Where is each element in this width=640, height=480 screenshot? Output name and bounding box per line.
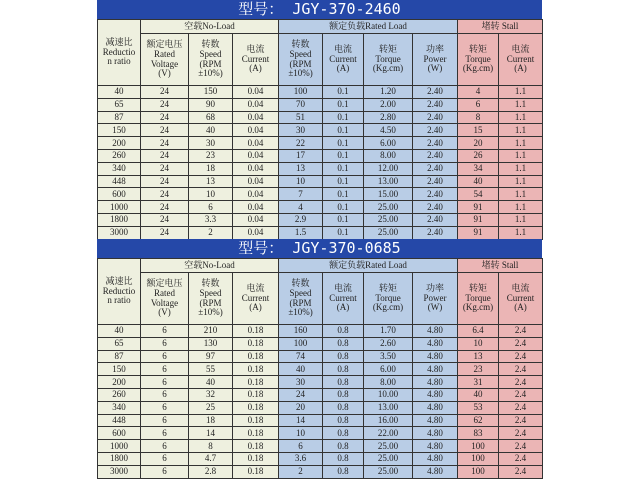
cell-stall-current: 1.1 (499, 226, 543, 239)
cell-no-load-current: 0.04 (233, 188, 279, 201)
cell-rated-current: 0.8 (323, 440, 364, 453)
cell-no-load-current: 0.18 (233, 414, 279, 427)
header-no-load-current: 电流 Current (A) (233, 34, 279, 86)
cell-reduction-ratio: 1800 (98, 452, 141, 465)
cell-rated-torque: 1.20 (364, 86, 413, 99)
cell-stall-torque: 40 (458, 388, 499, 401)
cell-reduction-ratio: 150 (98, 363, 141, 376)
cell-stall-torque: 62 (458, 414, 499, 427)
cell-no-load-current: 0.18 (233, 325, 279, 338)
cell-stall-current: 1.1 (499, 162, 543, 175)
cell-rated-voltage: 24 (141, 124, 189, 137)
cell-rated-voltage: 24 (141, 188, 189, 201)
cell-reduction-ratio: 600 (98, 188, 141, 201)
cell-rated-torque: 8.00 (364, 376, 413, 389)
cell-no-load-speed: 14 (189, 427, 233, 440)
header-rated-power: 功率 Power (W) (413, 34, 458, 86)
cell-rated-voltage: 24 (141, 111, 189, 124)
cell-no-load-current: 0.18 (233, 427, 279, 440)
cell-no-load-current: 0.18 (233, 363, 279, 376)
cell-rated-current: 0.1 (323, 226, 364, 239)
table-row (98, 465, 543, 478)
cell-rated-speed: 13 (279, 162, 323, 175)
cell-rated-power: 2.40 (413, 162, 458, 175)
cell-stall-torque: 34 (458, 162, 499, 175)
cell-rated-power: 2.40 (413, 111, 458, 124)
cell-stall-current: 2.4 (499, 452, 543, 465)
cell-no-load-speed: 18 (189, 414, 233, 427)
cell-rated-current: 0.1 (323, 175, 364, 188)
cell-reduction-ratio: 65 (98, 337, 141, 350)
cell-rated-voltage: 24 (141, 175, 189, 188)
cell-stall-current: 2.4 (499, 414, 543, 427)
cell-no-load-current: 0.04 (233, 124, 279, 137)
cell-rated-power: 4.80 (413, 414, 458, 427)
cell-no-load-current: 0.04 (233, 162, 279, 175)
cell-rated-speed: 4 (279, 201, 323, 214)
cell-no-load-current: 0.18 (233, 452, 279, 465)
header-no-load-current: 电流 Current (A) (233, 273, 279, 325)
table-row (98, 401, 543, 414)
cell-stall-torque: 40 (458, 175, 499, 188)
cell-stall-current: 1.1 (499, 137, 543, 150)
table-row (98, 111, 543, 124)
cell-reduction-ratio: 87 (98, 111, 141, 124)
cell-stall-torque: 4 (458, 86, 499, 99)
cell-rated-current: 0.8 (323, 427, 364, 440)
cell-no-load-current: 0.18 (233, 376, 279, 389)
cell-rated-voltage: 6 (141, 388, 189, 401)
cell-rated-speed: 1.5 (279, 226, 323, 239)
cell-no-load-current: 0.04 (233, 175, 279, 188)
cell-rated-speed: 74 (279, 350, 323, 363)
header-rated-power: 功率 Power (W) (413, 273, 458, 325)
cell-stall-current: 1.1 (499, 86, 543, 99)
cell-rated-current: 0.8 (323, 363, 364, 376)
cell-stall-torque: 26 (458, 149, 499, 162)
cell-rated-power: 4.80 (413, 427, 458, 440)
cell-reduction-ratio: 448 (98, 414, 141, 427)
cell-rated-current: 0.1 (323, 111, 364, 124)
cell-rated-speed: 51 (279, 111, 323, 124)
cell-stall-torque: 53 (458, 401, 499, 414)
cell-rated-power: 4.80 (413, 440, 458, 453)
header-rated-voltage: 额定电压 Rated Voltage (V) (141, 273, 189, 325)
cell-rated-power: 2.40 (413, 188, 458, 201)
cell-no-load-current: 0.18 (233, 440, 279, 453)
table-row (98, 226, 543, 239)
cell-stall-current: 2.4 (499, 427, 543, 440)
cell-no-load-speed: 55 (189, 363, 233, 376)
cell-rated-speed: 24 (279, 388, 323, 401)
cell-reduction-ratio: 1000 (98, 201, 141, 214)
table-row (98, 452, 543, 465)
cell-no-load-speed: 40 (189, 124, 233, 137)
cell-no-load-speed: 2 (189, 226, 233, 239)
cell-stall-torque: 54 (458, 188, 499, 201)
header-stall-torque: 转矩 Torque (Kg.cm) (458, 273, 499, 325)
cell-no-load-speed: 25 (189, 401, 233, 414)
cell-stall-torque: 91 (458, 213, 499, 226)
cell-rated-speed: 70 (279, 98, 323, 111)
cell-rated-speed: 160 (279, 325, 323, 338)
cell-stall-torque: 31 (458, 376, 499, 389)
cell-rated-torque: 12.00 (364, 162, 413, 175)
cell-rated-voltage: 6 (141, 452, 189, 465)
cell-stall-current: 1.1 (499, 98, 543, 111)
cell-stall-current: 1.1 (499, 188, 543, 201)
cell-stall-current: 1.1 (499, 175, 543, 188)
table-row (98, 337, 543, 350)
cell-rated-power: 4.80 (413, 401, 458, 414)
header-rated-torque: 转矩 Torque (Kg.cm) (364, 273, 413, 325)
cell-rated-torque: 16.00 (364, 414, 413, 427)
cell-rated-power: 2.40 (413, 86, 458, 99)
table-row (98, 414, 543, 427)
cell-rated-torque: 6.00 (364, 137, 413, 150)
cell-reduction-ratio: 150 (98, 124, 141, 137)
table-row (98, 124, 543, 137)
cell-rated-current: 0.8 (323, 452, 364, 465)
table-row (98, 137, 543, 150)
cell-rated-speed: 2.9 (279, 213, 323, 226)
model-title: 型号： JGY-370-0685 (97, 239, 542, 258)
spec-table-1 (97, 0, 542, 240)
cell-stall-torque: 15 (458, 124, 499, 137)
cell-no-load-speed: 10 (189, 188, 233, 201)
table-row (98, 376, 543, 389)
cell-no-load-speed: 68 (189, 111, 233, 124)
cell-no-load-current: 0.04 (233, 137, 279, 150)
header-stall-torque: 转矩 Torque (Kg.cm) (458, 34, 499, 86)
cell-no-load-speed: 210 (189, 325, 233, 338)
group-rated-load: 额定负载Rated Load (279, 20, 458, 34)
cell-rated-voltage: 24 (141, 137, 189, 150)
table-row (98, 175, 543, 188)
cell-rated-power: 2.40 (413, 98, 458, 111)
header-stall-current: 电流 Current (A) (499, 273, 543, 325)
cell-rated-current: 0.8 (323, 376, 364, 389)
cell-stall-current: 2.4 (499, 401, 543, 414)
spec-table-2 (97, 239, 542, 479)
table-row (98, 440, 543, 453)
cell-no-load-current: 0.04 (233, 86, 279, 99)
cell-rated-current: 0.8 (323, 325, 364, 338)
cell-no-load-current: 0.04 (233, 226, 279, 239)
header-rated-torque: 转矩 Torque (Kg.cm) (364, 34, 413, 86)
cell-rated-power: 4.80 (413, 363, 458, 376)
cell-no-load-speed: 3.3 (189, 213, 233, 226)
header-no-load-speed: 转数 Speed (RPM ±10%) (189, 273, 233, 325)
table-row (98, 86, 543, 99)
cell-no-load-speed: 8 (189, 440, 233, 453)
cell-reduction-ratio: 40 (98, 325, 141, 338)
cell-rated-speed: 100 (279, 86, 323, 99)
cell-stall-torque: 83 (458, 427, 499, 440)
cell-rated-torque: 1.70 (364, 325, 413, 338)
cell-rated-power: 4.80 (413, 325, 458, 338)
cell-rated-speed: 30 (279, 124, 323, 137)
cell-no-load-speed: 23 (189, 149, 233, 162)
cell-rated-current: 0.1 (323, 188, 364, 201)
cell-rated-voltage: 24 (141, 201, 189, 214)
header-no-load-speed: 转数 Speed (RPM ±10%) (189, 34, 233, 86)
cell-rated-torque: 2.00 (364, 98, 413, 111)
cell-rated-torque: 13.00 (364, 401, 413, 414)
cell-stall-torque: 91 (458, 201, 499, 214)
cell-rated-speed: 10 (279, 175, 323, 188)
table-row (98, 201, 543, 214)
header-rated-current: 电流 Current (A) (323, 34, 364, 86)
model-title: 型号： JGY-370-2460 (97, 0, 542, 19)
cell-reduction-ratio: 1800 (98, 213, 141, 226)
group-no-load: 空载No-Load (141, 20, 279, 34)
cell-rated-voltage: 24 (141, 98, 189, 111)
cell-rated-power: 2.40 (413, 149, 458, 162)
header-rated-voltage: 额定电压 Rated Voltage (V) (141, 34, 189, 86)
cell-stall-current: 1.1 (499, 111, 543, 124)
cell-no-load-current: 0.18 (233, 465, 279, 478)
header-reduction-ratio: 减速比 Reductio n ratio (98, 259, 141, 325)
cell-stall-current: 2.4 (499, 440, 543, 453)
cell-rated-voltage: 6 (141, 401, 189, 414)
table-row (98, 213, 543, 226)
cell-no-load-speed: 4.7 (189, 452, 233, 465)
cell-reduction-ratio: 3000 (98, 465, 141, 478)
cell-no-load-speed: 150 (189, 86, 233, 99)
cell-reduction-ratio: 448 (98, 175, 141, 188)
cell-no-load-current: 0.04 (233, 98, 279, 111)
table-row (98, 350, 543, 363)
cell-rated-voltage: 24 (141, 86, 189, 99)
cell-rated-power: 2.40 (413, 213, 458, 226)
cell-rated-torque: 25.00 (364, 226, 413, 239)
cell-rated-current: 0.1 (323, 124, 364, 137)
cell-rated-voltage: 6 (141, 325, 189, 338)
cell-reduction-ratio: 600 (98, 427, 141, 440)
cell-rated-power: 4.80 (413, 337, 458, 350)
cell-rated-speed: 30 (279, 376, 323, 389)
cell-rated-current: 0.8 (323, 350, 364, 363)
cell-rated-speed: 3.6 (279, 452, 323, 465)
cell-rated-current: 0.1 (323, 86, 364, 99)
group-no-load: 空载No-Load (141, 259, 279, 273)
cell-rated-torque: 25.00 (364, 213, 413, 226)
cell-rated-speed: 6 (279, 440, 323, 453)
cell-stall-torque: 6.4 (458, 325, 499, 338)
table-row (98, 188, 543, 201)
cell-reduction-ratio: 87 (98, 350, 141, 363)
cell-rated-power: 2.40 (413, 175, 458, 188)
cell-rated-power: 2.40 (413, 226, 458, 239)
cell-rated-power: 4.80 (413, 388, 458, 401)
cell-stall-torque: 23 (458, 363, 499, 376)
cell-rated-torque: 3.50 (364, 350, 413, 363)
cell-rated-torque: 10.00 (364, 388, 413, 401)
cell-rated-voltage: 6 (141, 414, 189, 427)
cell-stall-torque: 100 (458, 465, 499, 478)
cell-rated-voltage: 6 (141, 363, 189, 376)
cell-stall-torque: 6 (458, 98, 499, 111)
cell-no-load-speed: 130 (189, 337, 233, 350)
cell-rated-voltage: 6 (141, 337, 189, 350)
cell-no-load-current: 0.04 (233, 111, 279, 124)
cell-rated-torque: 25.00 (364, 440, 413, 453)
cell-no-load-speed: 6 (189, 201, 233, 214)
table-row (98, 325, 543, 338)
group-stall: 堵转 Stall (458, 259, 543, 273)
cell-no-load-current: 0.04 (233, 149, 279, 162)
cell-reduction-ratio: 200 (98, 137, 141, 150)
header-reduction-ratio: 减速比 Reductio n ratio (98, 20, 141, 86)
header-stall-current: 电流 Current (A) (499, 34, 543, 86)
cell-rated-voltage: 6 (141, 350, 189, 363)
cell-no-load-current: 0.18 (233, 350, 279, 363)
cell-reduction-ratio: 65 (98, 98, 141, 111)
cell-rated-power: 2.40 (413, 137, 458, 150)
cell-stall-torque: 91 (458, 226, 499, 239)
cell-rated-torque: 8.00 (364, 149, 413, 162)
cell-rated-current: 0.8 (323, 414, 364, 427)
cell-no-load-speed: 18 (189, 162, 233, 175)
cell-rated-current: 0.8 (323, 388, 364, 401)
header-rated-speed: 转数 Speed (RPM ±10%) (279, 34, 323, 86)
cell-rated-current: 0.1 (323, 149, 364, 162)
cell-no-load-current: 0.18 (233, 388, 279, 401)
cell-no-load-speed: 97 (189, 350, 233, 363)
cell-rated-torque: 4.50 (364, 124, 413, 137)
cell-stall-current: 1.1 (499, 201, 543, 214)
table-row (98, 388, 543, 401)
group-stall: 堵转 Stall (458, 20, 543, 34)
cell-no-load-speed: 32 (189, 388, 233, 401)
cell-no-load-speed: 30 (189, 137, 233, 150)
cell-rated-torque: 6.00 (364, 363, 413, 376)
cell-rated-speed: 2 (279, 465, 323, 478)
table-row (98, 363, 543, 376)
cell-rated-speed: 7 (279, 188, 323, 201)
cell-stall-current: 1.1 (499, 213, 543, 226)
cell-stall-torque: 8 (458, 111, 499, 124)
cell-rated-torque: 25.00 (364, 201, 413, 214)
cell-rated-current: 0.8 (323, 337, 364, 350)
cell-rated-voltage: 24 (141, 213, 189, 226)
cell-no-load-speed: 90 (189, 98, 233, 111)
cell-rated-voltage: 24 (141, 149, 189, 162)
cell-rated-speed: 17 (279, 149, 323, 162)
cell-rated-voltage: 24 (141, 226, 189, 239)
cell-rated-voltage: 24 (141, 162, 189, 175)
cell-no-load-current: 0.18 (233, 401, 279, 414)
cell-rated-power: 4.80 (413, 350, 458, 363)
cell-rated-torque: 2.80 (364, 111, 413, 124)
table-row (98, 427, 543, 440)
cell-rated-power: 2.40 (413, 124, 458, 137)
cell-rated-power: 4.80 (413, 465, 458, 478)
cell-rated-torque: 13.00 (364, 175, 413, 188)
cell-rated-speed: 10 (279, 427, 323, 440)
cell-reduction-ratio: 1000 (98, 440, 141, 453)
cell-rated-current: 0.1 (323, 201, 364, 214)
cell-rated-torque: 22.00 (364, 427, 413, 440)
cell-reduction-ratio: 3000 (98, 226, 141, 239)
cell-reduction-ratio: 260 (98, 149, 141, 162)
cell-rated-voltage: 6 (141, 440, 189, 453)
cell-stall-current: 2.4 (499, 363, 543, 376)
header-rated-current: 电流 Current (A) (323, 273, 364, 325)
cell-rated-power: 4.80 (413, 376, 458, 389)
cell-rated-current: 0.1 (323, 137, 364, 150)
cell-stall-current: 2.4 (499, 325, 543, 338)
cell-rated-torque: 15.00 (364, 188, 413, 201)
cell-stall-torque: 100 (458, 452, 499, 465)
cell-reduction-ratio: 200 (98, 376, 141, 389)
cell-stall-current: 2.4 (499, 376, 543, 389)
cell-stall-torque: 10 (458, 337, 499, 350)
cell-no-load-speed: 2.8 (189, 465, 233, 478)
cell-rated-current: 0.1 (323, 162, 364, 175)
cell-rated-torque: 2.60 (364, 337, 413, 350)
cell-rated-power: 4.80 (413, 452, 458, 465)
cell-rated-voltage: 6 (141, 376, 189, 389)
cell-no-load-speed: 13 (189, 175, 233, 188)
cell-rated-power: 2.40 (413, 201, 458, 214)
group-rated-load: 额定负载Rated Load (279, 259, 458, 273)
cell-rated-torque: 25.00 (364, 465, 413, 478)
table-row (98, 162, 543, 175)
cell-stall-current: 2.4 (499, 465, 543, 478)
cell-reduction-ratio: 340 (98, 401, 141, 414)
cell-rated-current: 0.8 (323, 465, 364, 478)
cell-no-load-current: 0.04 (233, 213, 279, 226)
cell-reduction-ratio: 40 (98, 86, 141, 99)
cell-stall-current: 2.4 (499, 388, 543, 401)
cell-rated-voltage: 6 (141, 465, 189, 478)
table-row (98, 98, 543, 111)
cell-stall-torque: 20 (458, 137, 499, 150)
cell-stall-current: 2.4 (499, 337, 543, 350)
cell-rated-torque: 25.00 (364, 452, 413, 465)
cell-rated-current: 0.8 (323, 401, 364, 414)
cell-rated-speed: 40 (279, 363, 323, 376)
cell-no-load-current: 0.04 (233, 201, 279, 214)
cell-reduction-ratio: 260 (98, 388, 141, 401)
cell-rated-current: 0.1 (323, 98, 364, 111)
cell-rated-speed: 14 (279, 414, 323, 427)
cell-stall-current: 2.4 (499, 350, 543, 363)
cell-rated-voltage: 6 (141, 427, 189, 440)
cell-reduction-ratio: 340 (98, 162, 141, 175)
cell-no-load-speed: 40 (189, 376, 233, 389)
cell-stall-current: 1.1 (499, 124, 543, 137)
cell-rated-speed: 22 (279, 137, 323, 150)
cell-stall-current: 1.1 (499, 149, 543, 162)
cell-rated-current: 0.1 (323, 213, 364, 226)
cell-stall-torque: 100 (458, 440, 499, 453)
cell-rated-speed: 20 (279, 401, 323, 414)
header-rated-speed: 转数 Speed (RPM ±10%) (279, 273, 323, 325)
cell-stall-torque: 13 (458, 350, 499, 363)
table-row (98, 149, 543, 162)
cell-no-load-current: 0.18 (233, 337, 279, 350)
cell-rated-speed: 100 (279, 337, 323, 350)
